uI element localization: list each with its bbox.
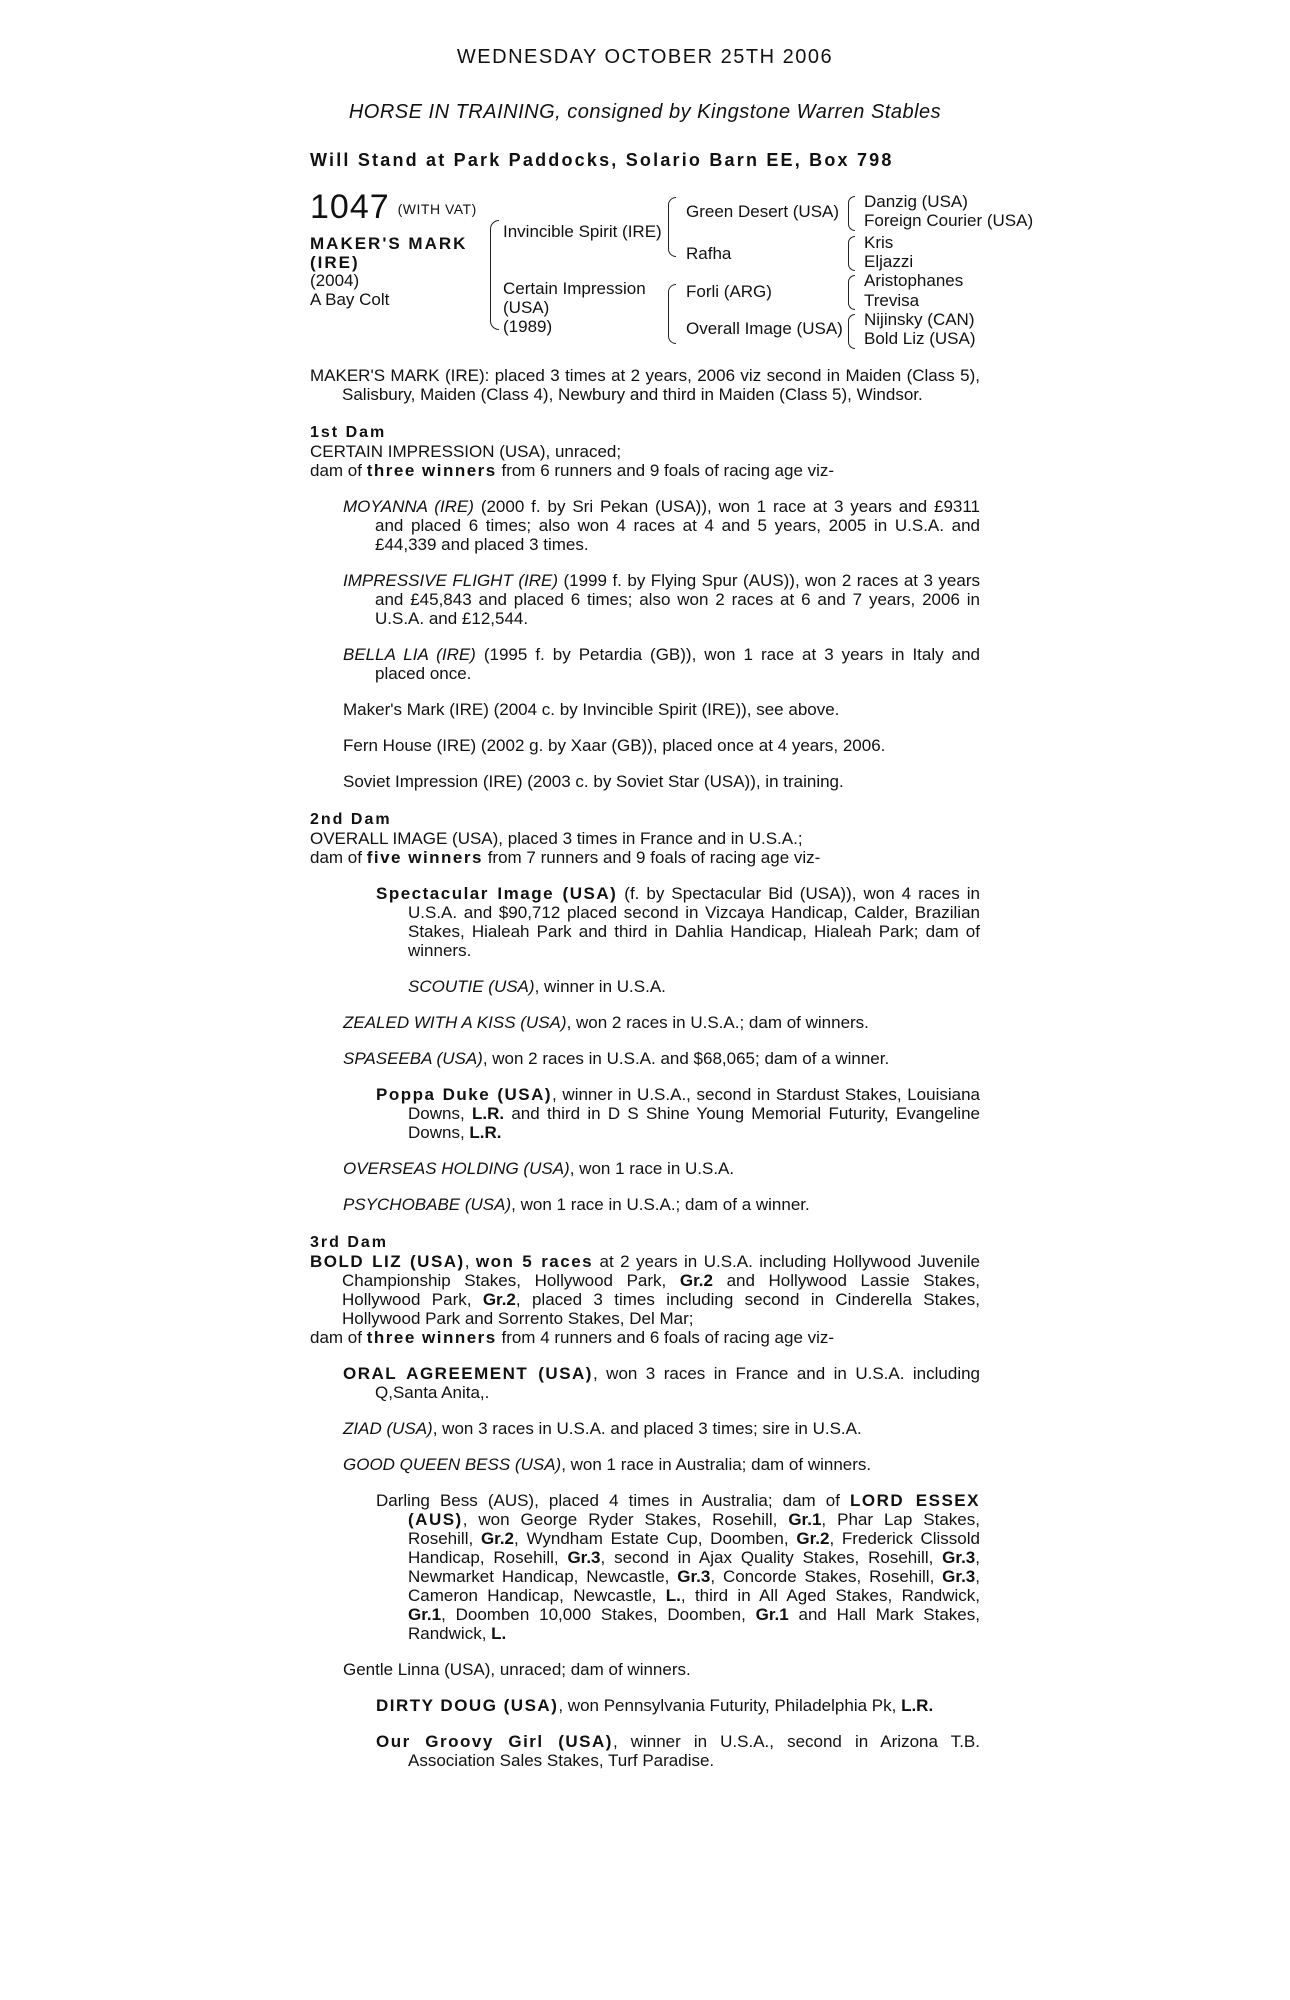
text-fragment: , third in All Aged Stakes, Randwick,	[680, 1586, 980, 1605]
horse-name	[310, 234, 467, 272]
dam-of-prefix: dam of	[310, 461, 367, 480]
text-fragment: ,	[464, 1252, 476, 1271]
produce-name: LORD ESSEX (AUS)	[408, 1491, 980, 1529]
pedigree-ssd: Foreign Courier (USA)	[864, 211, 1034, 230]
produce-entry: Gentle Linna (USA), unraced; dam of winners.	[343, 1660, 691, 1679]
produce-text: and third in D S Shine Young Memorial Futurity, Evangeline Downs,	[408, 1104, 980, 1142]
pedigree-dam-dam: Overall Image (USA)	[686, 319, 843, 338]
race-grade: L.	[491, 1624, 507, 1643]
produce-text: , won 2 races in U.S.A.; dam of winners.	[566, 1013, 869, 1032]
text-fragment: at 2 years in U.S.A. including Hollywood Juvenile Championship Stakes, Hollywood Park,	[342, 1252, 980, 1290]
horse-year: (2004)	[310, 271, 360, 290]
consignment-line: HORSE IN TRAINING, consigned by Kingstone Warren Stables	[348, 101, 942, 123]
third-dam-heading: 3rd Dam	[310, 1234, 389, 1251]
first-dam-intro: CERTAIN IMPRESSION (USA), unraced;	[310, 442, 622, 461]
pedigree-dds: Nijinsky (CAN)	[864, 310, 975, 329]
second-dam-heading: 2nd Dam	[310, 811, 392, 828]
pedigree-sire-sire: Green Desert (USA)	[686, 202, 840, 221]
produce-entry	[343, 497, 980, 554]
race-grade: Gr.2	[679, 1271, 713, 1290]
produce-name: Our Groovy Girl (USA)	[376, 1732, 613, 1751]
vat-note: (WITH VAT)	[397, 201, 477, 218]
pedigree-brace-main	[490, 220, 499, 330]
produce-entry	[343, 1419, 980, 1438]
text-fragment: , Wyndham Estate Cup, Doomben,	[514, 1529, 797, 1548]
produce-text: , winner in U.S.A., second in Stardust Stakes, Louisiana Downs,	[408, 1085, 980, 1123]
produce-name: ZEALED WITH A KISS (USA)	[343, 1013, 567, 1032]
pedigree-dam-line2: (USA)	[503, 298, 550, 317]
horse-name-line2: (IRE)	[310, 253, 360, 272]
winners-count: three winners	[366, 1328, 497, 1347]
produce-name: IMPRESSIVE FLIGHT (IRE)	[343, 571, 558, 590]
produce-entry	[343, 571, 980, 628]
dam-of-prefix: dam of	[310, 1328, 367, 1347]
produce-text: , won Pennsylvania Futurity, Philadelphia Pk,	[558, 1696, 902, 1715]
race-grade: L.R.	[469, 1123, 502, 1142]
produce-text: , won 1 race in Australia; dam of winners.	[561, 1455, 872, 1474]
race-grade: Gr.3	[942, 1567, 976, 1586]
horse-info	[310, 271, 389, 309]
produce-text: (2000 f. by Sri Pekan (USA)), won 1 race at 3 years and £9311 and placed 6 times; also won 4 races at 4 and 5 years, 2005 in U.S.A. and £44,339 and placed 3 times.	[375, 497, 981, 554]
pedigree-brace-sd	[848, 236, 855, 271]
race-grade: Gr.3	[567, 1548, 601, 1567]
produce-entry: Fern House (IRE) (2002 g. by Xaar (GB)), placed once at 4 years, 2006.	[343, 736, 886, 755]
pedigree-sss: Danzig (USA)	[864, 192, 968, 211]
race-grade: Gr.1	[788, 1510, 822, 1529]
produce-text: (1995 f. by Petardia (GB)), won 1 race at 3 years in Italy and placed once.	[375, 645, 980, 683]
pedigree-brace-sire	[668, 197, 676, 257]
produce-text: , won 2 races in U.S.A. and $68,065; dam of a winner.	[482, 1049, 890, 1068]
text-fragment: , Frederick Clissold Handicap, Rosehill,	[408, 1529, 980, 1567]
produce-entry	[376, 1491, 980, 1643]
race-grade: Gr.3	[942, 1548, 976, 1567]
produce-entry	[376, 1732, 980, 1770]
produce-entry	[408, 977, 980, 996]
produce-text: Darling Bess (AUS), placed 4 times in Australia; dam of	[376, 1491, 851, 1510]
produce-text: , winner in U.S.A.	[534, 977, 666, 996]
horse-summary: MAKER'S MARK (IRE): placed 3 times at 2 years, 2006 viz second in Maiden (Class 5), Salisbury, Maiden (Class 4), Newbury and third in Maiden (Class 5), Windsor.	[310, 366, 980, 404]
produce-name: ORAL AGREEMENT (USA)	[343, 1364, 593, 1383]
wins-count: won 5 races	[475, 1252, 594, 1271]
horse-name-line1: MAKER'S MARK	[310, 234, 468, 253]
dam-of-prefix: dam of	[310, 848, 367, 867]
dam-name: BOLD LIZ (USA)	[310, 1252, 465, 1271]
produce-name: Poppa Duke (USA)	[376, 1085, 553, 1104]
produce-text: , winner in U.S.A., second in Arizona T.B. Association Sales Stakes, Turf Paradise.	[408, 1732, 980, 1770]
pedigree-brace-dam	[668, 284, 676, 344]
produce-name: DIRTY DOUG (USA)	[376, 1696, 559, 1715]
pedigree-dsd: Trevisa	[864, 291, 920, 310]
produce-name: MOYANNA (IRE)	[343, 497, 474, 516]
winners-count: five winners	[366, 848, 483, 867]
lot-number: 1047	[310, 188, 390, 226]
pedigree-brace-ds	[848, 275, 855, 310]
text-fragment: , placed 3 times including second in Cinderella Stakes, Hollywood Park and Sorrento Stakes, Del Mar;	[342, 1290, 980, 1328]
produce-entry	[343, 1195, 980, 1214]
pedigree-ddd: Bold Liz (USA)	[864, 329, 976, 348]
winners-count: three winners	[366, 461, 497, 480]
produce-entry	[376, 1696, 980, 1715]
second-dam-intro: OVERALL IMAGE (USA), placed 3 times in France and in U.S.A.;	[310, 829, 803, 848]
produce-entry	[376, 1085, 980, 1142]
pedigree-dam-line3: (1989)	[503, 317, 553, 336]
produce-text: (f. by Spectacular Bid (USA)), won 4 races in U.S.A. and $90,712 placed second in Vizcaya Handicap, Calder, Brazilian Stakes, Hialeah Park and third in Dahlia Handicap, Hialeah Park; dam of winners.	[408, 884, 980, 960]
produce-text: , won 1 race in U.S.A.	[569, 1159, 735, 1178]
second-dam-produce-summary	[310, 848, 980, 867]
race-grade: L.	[665, 1586, 681, 1605]
text-fragment: , Cameron Handicap, Newcastle,	[408, 1567, 980, 1605]
produce-name: PSYCHOBABE (USA)	[343, 1195, 512, 1214]
produce-entry	[343, 1364, 980, 1402]
produce-name: ZIAD (USA)	[343, 1419, 433, 1438]
produce-entry	[343, 1049, 980, 1068]
stand-location: Will Stand at Park Paddocks, Solario Barn EE, Box 798	[310, 150, 894, 170]
produce-name: SPASEEBA (USA)	[343, 1049, 483, 1068]
dam-of-suffix: from 4 runners and 6 foals of racing age viz-	[496, 1328, 835, 1347]
pedigree-sire: Invincible Spirit (IRE)	[503, 222, 662, 241]
text-fragment: , Newmarket Handicap, Newcastle,	[408, 1548, 980, 1586]
sale-date: WEDNESDAY OCTOBER 25TH 2006	[456, 46, 834, 68]
produce-text: (1999 f. by Flying Spur (AUS)), won 2 races at 3 years and £45,843 and placed 6 times; also won 2 races at 6 and 7 years, 2006 in U.S.A. and £12,544.	[375, 571, 980, 628]
third-dam-produce-summary	[310, 1328, 980, 1347]
pedigree-brace-dd	[848, 314, 855, 349]
text-fragment: , won George Ryder Stakes, Rosehill,	[462, 1510, 789, 1529]
lot-number-block	[310, 188, 477, 227]
produce-entry: Maker's Mark (IRE) (2004 c. by Invincible Spirit (IRE)), see above.	[343, 700, 840, 719]
text-fragment: , Concorde Stakes, Rosehill,	[710, 1567, 943, 1586]
produce-text: , won 3 races in France and in U.S.A. including Q,Santa Anita,.	[375, 1364, 981, 1402]
race-grade: L.R.	[471, 1104, 505, 1123]
produce-name: Spectacular Image (USA)	[376, 884, 618, 903]
produce-entry: Soviet Impression (IRE) (2003 c. by Soviet Star (USA)), in training.	[343, 772, 844, 791]
horse-description: A Bay Colt	[310, 290, 390, 309]
produce-name: OVERSEAS HOLDING (USA)	[343, 1159, 570, 1178]
dam-of-suffix: from 6 runners and 9 foals of racing age viz-	[496, 461, 835, 480]
pedigree-dss: Aristophanes	[864, 271, 964, 290]
text-fragment: , Phar Lap Stakes, Rosehill,	[408, 1510, 980, 1548]
pedigree-dam-sire: Forli (ARG)	[686, 282, 772, 301]
produce-entry	[343, 645, 980, 683]
race-grade: Gr.1	[755, 1605, 789, 1624]
race-grade: Gr.2	[480, 1529, 515, 1548]
third-dam-intro	[310, 1252, 980, 1328]
produce-text: , won 3 races in U.S.A. and placed 3 times; sire in U.S.A.	[432, 1419, 862, 1438]
pedigree-sdd: Eljazzi	[864, 252, 914, 271]
first-dam-produce-summary	[310, 461, 980, 480]
race-grade: Gr.2	[482, 1290, 516, 1309]
pedigree-brace-ss	[848, 196, 855, 231]
race-grade: Gr.3	[677, 1567, 711, 1586]
text-fragment: , Doomben 10,000 Stakes, Doomben,	[441, 1605, 756, 1624]
produce-entry	[343, 1159, 980, 1178]
text-fragment: and Hall Mark Stakes, Randwick,	[408, 1605, 980, 1643]
pedigree-dam	[503, 279, 646, 336]
produce-name: GOOD QUEEN BESS (USA)	[343, 1455, 562, 1474]
produce-entry	[343, 1013, 980, 1032]
produce-text: , won 1 race in U.S.A.; dam of a winner.	[511, 1195, 810, 1214]
text-fragment: , second in Ajax Quality Stakes, Rosehill,	[600, 1548, 943, 1567]
pedigree-sds: Kris	[864, 233, 894, 252]
race-grade: Gr.1	[408, 1605, 442, 1624]
first-dam-heading: 1st Dam	[310, 424, 387, 441]
catalogue-body	[310, 366, 980, 1787]
race-grade: Gr.2	[796, 1529, 830, 1548]
pedigree-dam-line1: Certain Impression	[503, 279, 646, 298]
dam-of-suffix: from 7 runners and 9 foals of racing age viz-	[482, 848, 821, 867]
produce-entry	[376, 884, 980, 960]
race-grade: L.R.	[901, 1696, 934, 1715]
produce-entry	[343, 1455, 980, 1474]
text-fragment: and Hollywood Lassie Stakes, Hollywood Park,	[342, 1271, 980, 1309]
produce-name: BELLA LIA (IRE)	[343, 645, 476, 664]
pedigree-sire-dam: Rafha	[686, 244, 732, 263]
produce-name: SCOUTIE (USA)	[408, 977, 535, 996]
